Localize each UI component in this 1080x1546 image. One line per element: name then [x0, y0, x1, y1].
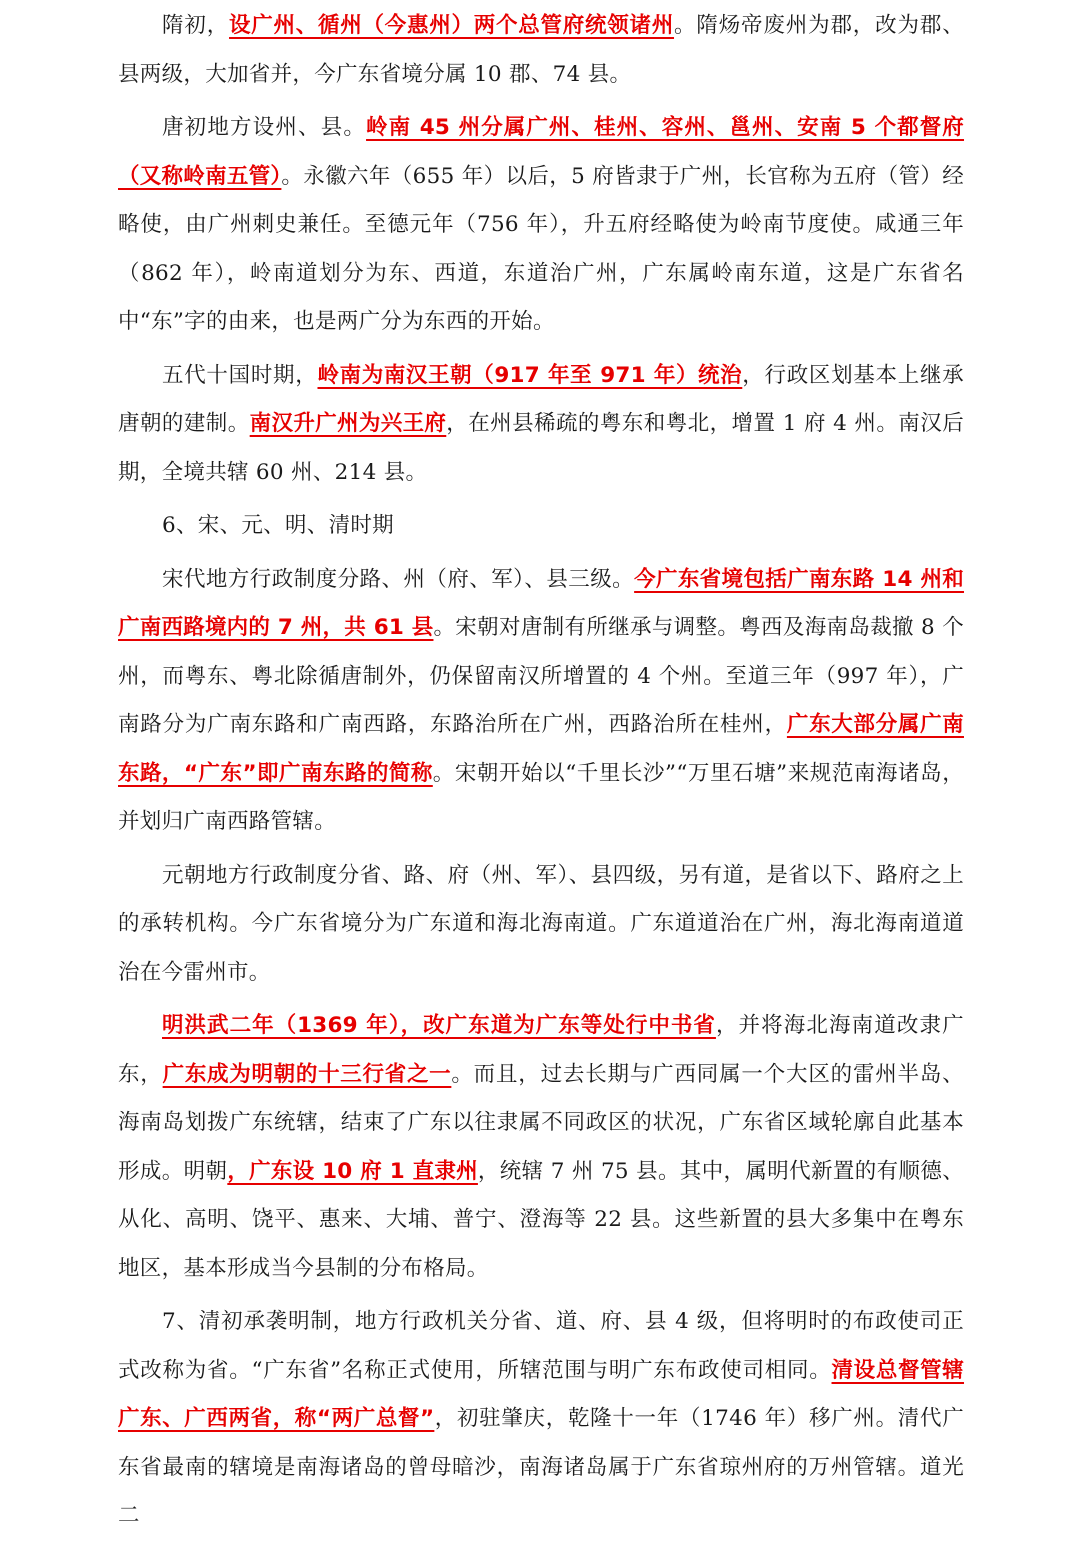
text: 。而且，过去长期与广西同属一个大区的雷州半岛、海南岛划拨广东统辖，结束了广东以往隶属不同政区的状况，广东省区域轮廓自此基本形成。明朝	[118, 1061, 964, 1184]
document-page	[118, 2, 964, 1546]
heading-text: 6、宋、元、明、清时期	[162, 513, 394, 538]
text: 。宋朝开始以“千里长沙”“万里石塘”来规范南海诸岛，并划归广南西路管辖。	[118, 760, 964, 834]
paragraph-tang	[118, 104, 964, 347]
highlighted-text: 今广东省境包括广南东路 14 州和广南西路境内的 7 州，共 61 县	[118, 566, 964, 640]
highlighted-text: 广东成为明朝的十三行省之一	[162, 1061, 452, 1087]
highlighted-text: 广东大部分属广南东路，“广东”即广南东路的简称	[118, 712, 964, 786]
highlighted-text: 岭南 45 州分属广州、桂州、容州、邕州、安南 5 个都督府（又称岭南五管）	[118, 115, 965, 189]
text: ，在州县稀疏的粤东和粤北，增置 1 府 4 州。南汉后期，全境共辖 60 州、214 县。	[118, 411, 964, 485]
text: 。宋朝对唐制有所继承与调整。粤西及海南岛裁撤 8 个州，而粤东、粤北除循唐制外，仍保留南汉所增置的 4 个州。至道三年（997 年），广南路分为广南东路和广南西路，东路治所在广州，西路治所在桂州，	[118, 615, 964, 737]
text: 五代十国时期，	[162, 362, 318, 388]
text: ，初驻肇庆，乾隆十一年（1746 年）移广州。清代广东省最南的辖境是南海诸岛的曾母暗沙，南海诸岛属于广东省琼州府的万州管辖。道光二	[118, 1406, 964, 1528]
text: 隋初，	[162, 13, 230, 38]
paragraph-sui	[118, 2, 964, 99]
text: 。永徽六年（655 年）以后，5 府皆隶于广州，长官称为五府（管）经略使，由广州刺史兼任。至德元年（756 年），升五府经略使为岭南节度使。咸通三年（862 年），岭南道划分为东、西道，东道治广州，广东属岭南东道，这是广东省名中“东”字的由来，也是两广分为东西的开始。	[118, 163, 964, 334]
text: 7、清初承袭明制，地方行政机关分省、道、府、县 4 级，但将明时的布政使司正式改称为省。“广东省”名称正式使用，所辖范围与明广东布政使司相同。	[118, 1309, 964, 1383]
highlighted-text: 南汉升广州为兴王府	[249, 411, 447, 436]
text: 元朝地方行政制度分省、路、府（州、军）、县四级，另有道，是省以下、路府之上的承转机构。今广东省境分为广东道和海北海南道。广东道道治在广州，海北海南道道治在今雷州市。	[118, 862, 964, 985]
paragraph-song	[118, 556, 964, 847]
text: ，统辖 7 州 75 县。其中，属明代新置的有顺德、从化、高明、饶平、惠来、大埔、普宁、澄海等 22 县。这些新置的县大多集中在粤东地区，基本形成当今县制的分布格局。	[118, 1158, 964, 1281]
text: ，行政区划基本上继承唐朝的建制。	[118, 362, 964, 436]
highlighted-text: 明洪武二年（1369 年），改广东道为广东等处行中书省	[162, 1013, 716, 1038]
text: 唐初地方设州、县。	[162, 115, 367, 140]
paragraph-qing	[118, 1298, 964, 1541]
highlighted-text: 清设总督管辖广东、广西两省，称“两广总督”	[118, 1357, 965, 1431]
text: ，并将海北海南道改隶广东，	[118, 1013, 964, 1087]
text: 。隋炀帝废州为郡，改为郡、县两级，大加省并，今广东省境分属 10 郡、74 县。	[118, 13, 964, 87]
paragraph-ming	[118, 1002, 964, 1293]
text: 宋代地方行政制度分路、州（府、军）、县三级。	[162, 566, 635, 592]
highlighted-text: 设广州、循州（今惠州）两个总管府统领诸州	[229, 13, 675, 38]
paragraph-five-dynasties	[118, 352, 964, 498]
highlighted-text: ，广东设 10 府 1 直隶州	[227, 1158, 478, 1184]
paragraph-yuan	[118, 852, 964, 998]
highlighted-text: 岭南为南汉王朝（917 年至 971 年）统治	[317, 362, 743, 388]
section-heading-6	[118, 502, 964, 551]
